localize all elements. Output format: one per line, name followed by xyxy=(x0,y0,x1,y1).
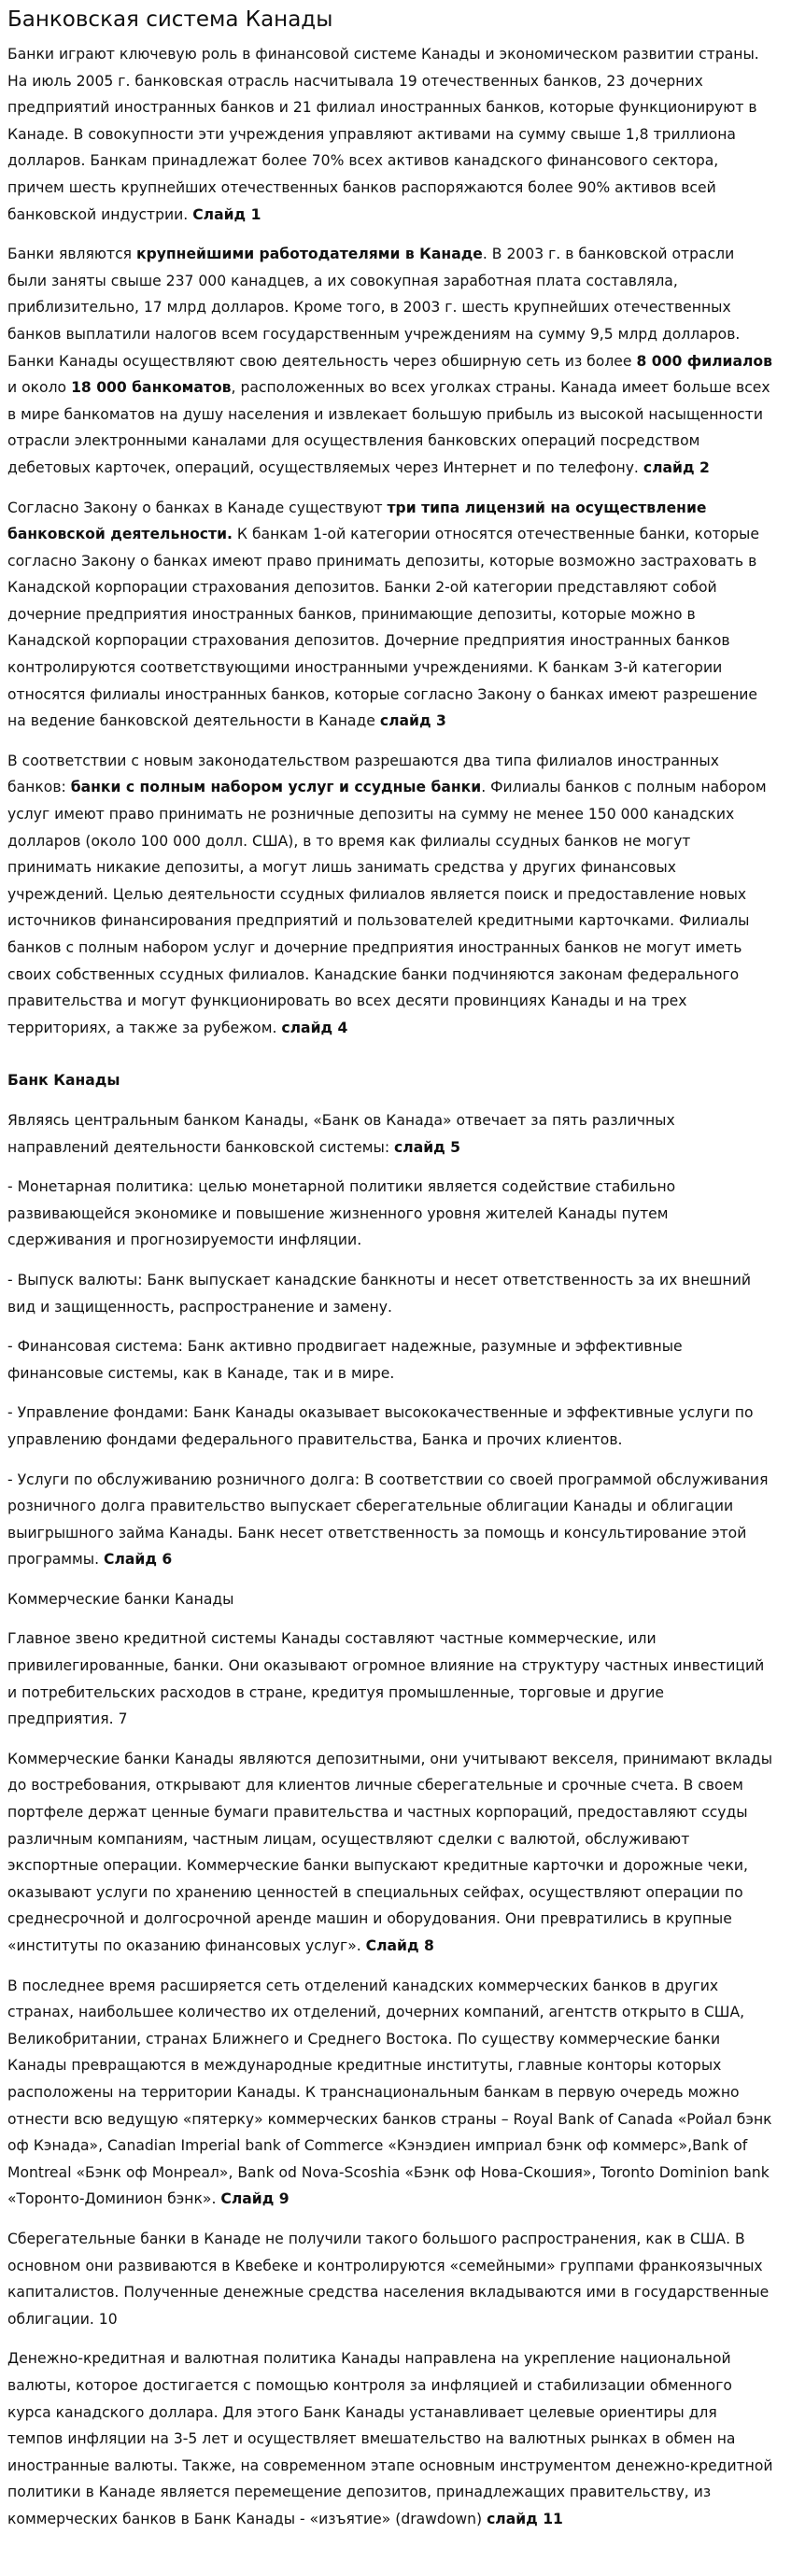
bold-text: три типа лицензий на осуществление банковской деятельности. xyxy=(7,499,707,543)
paragraph xyxy=(7,2226,774,2332)
text-run: , расположенных во всех уголках страны. Канада имеет больше всех в мире банкоматов на душу населения и извлекает большую прибыль из высокой насыщенности отрасли электронными каналами для осуществления банковских операций посредством дебетовых карточек, операций, осуществляемых через Интернет и по телефону. xyxy=(7,379,770,476)
text-run: Согласно Закону о банках в Канаде существуют xyxy=(7,499,388,516)
paragraph xyxy=(7,1174,774,1254)
text-run: В соответствии с новым законодательством разрешаются два типа филиалов иностранных банков: xyxy=(7,752,719,796)
paragraph xyxy=(7,1107,774,1161)
bold-text: слайд 3 xyxy=(379,712,446,730)
paragraph xyxy=(7,241,774,481)
text-run: Коммерческие банки Канады xyxy=(7,1590,234,1608)
text-run: Сберегательные банки в Канаде не получили такого большого распространения, как в США. В основном они развиваются в Квебеке и контролируются «семейными» группами франкоязычных капиталистов. Полученные денежные средства населения вкладываются ими в государственные облигации. 10 xyxy=(7,2230,770,2328)
intro-section xyxy=(7,41,774,1041)
bold-text: Слайд 9 xyxy=(220,2190,290,2208)
paragraph xyxy=(7,1333,774,1387)
bold-text: Слайд 8 xyxy=(365,1937,434,1954)
text-run: - Выпуск валюты: Банк выпускает канадские банкноты и несет ответственность за их внешний вид и защищенность, распространение и замену. xyxy=(7,1271,751,1316)
bold-text: слайд 2 xyxy=(643,458,710,476)
bank-of-canada-section xyxy=(7,1107,774,2533)
text-run: - Услуги по обслуживанию розничного долга: В соответствии со своей программой обслуживания розничного долга правительство выпускает сберегательные облигации Канады и облигации выигрышного займа Канады. Банк несет ответственность за помощь и консультирование этой программы. xyxy=(7,1471,769,1569)
text-run: Главное звено кредитной системы Канады составляют частные коммерческие, или привилегированные, банки. Они оказывают огромное влияние на структуру частных инвестиций и потребительских расходов в стране, кредитуя промышленные, торговые и другие предприятия. 7 xyxy=(7,1630,765,1728)
text-run: . Филиалы банков с полным набором услуг имеют право принимать не розничные депозиты на сумму не менее 150 000 канадских долларов (около 100 000 долл. США), в то время как филиалы ссудных банков не могут принимать никакие депозиты, а могут лишь занимать средства у других финансовых учреждений. Целью деятельности ссудных филиалов является поиск и предоставление новых источников финансирования предприятий и пользователей кредитными карточками. Филиалы банков с полным набором услуг и дочерние предприятия иностранных банков не могут иметь своих собственных ссудных филиалов. Канадские банки подчиняются законам федерального правительства и могут функционировать во всех десяти провинциях Канады и на трех территориях, а также за рубежом. xyxy=(7,779,767,1036)
bold-text: банки с полным набором услуг и ссудные банки xyxy=(70,779,482,796)
section-heading: Банк Канады xyxy=(7,1072,120,1090)
text-run: Банки являются xyxy=(7,246,136,263)
paragraph xyxy=(7,1467,774,1573)
text-run: и около xyxy=(7,379,72,397)
text-run: - Финансовая система: Банк активно продвигает надежные, разумные и эффективные финансовые системы, как в Канаде, так и в мире. xyxy=(7,1338,683,1382)
paragraph xyxy=(7,1973,774,2213)
text-run: Денежно-кредитная и валютная политика Канады направлена на укрепление национальной валюты, которое достигается с помощью контроля за инфляцией и стабилизации обменного курса канадского доллара. Для этого Банк Канады устанавливает целевые ориентиры для темпов инфляции на 3-5 лет и осуществляет вмешательство на валютных рынках в обмен на иностранные валюты. Также, на современном этапе основным инструментом денежно-кредитной политики в Канаде является перемещение депозитов, принадлежащих правительству, из коммерческих банков в Банк Канады - «изъятие» (drawdown) xyxy=(7,2350,773,2527)
paragraph xyxy=(7,748,774,1042)
paragraph xyxy=(7,1267,774,1320)
text-run: Коммерческие банки Канады являются депозитными, они учитывают векселя, принимают вклады до востребования, открывают для клиентов личные сберегательные и срочные счета. В своем портфеле держат ценные бумаги правительства и частных корпораций, предоставляют ссуды различным компаниям, частным лицам, осуществляют сделки с валютой, обслуживают экспортные операции. Коммерческие банки выпускают кредитные карточки и дорожные чеки, оказывают услуги по хранению ценностей в специальных сейфах, осуществляют операции по среднесрочной и долгосрочной аренде машин и оборудования. Они превратились в крупные «институты по оказанию финансовых услуг». xyxy=(7,1750,773,1954)
bold-text: Слайд 6 xyxy=(104,1551,173,1569)
paragraph xyxy=(7,1586,774,1613)
bold-text: слайд 11 xyxy=(487,2510,563,2527)
bold-text: Слайд 1 xyxy=(192,205,261,223)
bold-text: слайд 5 xyxy=(394,1138,461,1156)
text-run: - Монетарная политика: целью монетарной политики является содействие стабильно развивающейся экономике и повышение жизненного уровня жителей Канады путем сдерживания и прогнозируемости инфляции. xyxy=(7,1178,676,1249)
text-run: К банкам 1-ой категории относятся отечественные банки, которые согласно Закону о банках имеют право принимать депозиты, которые возможно застраховать в Канадской корпорации страхования депозитов. Банки 2-ой категории представляют собой дочерние предприятия иностранных банков, принимающие депозиты, которые можно в Канадской корпорации страхования депозитов. Дочерние предприятия иностранных банков контролируются соответствующими иностранными учреждениями. К банкам 3-й категории относятся филиалы иностранных банков, которые согласно Закону о банках имеют разрешение на ведение банковской деятельности в Канаде xyxy=(7,526,759,730)
paragraph xyxy=(7,1626,774,1732)
text-run: В последнее время расширяется сеть отделений канадских коммерческих банков в других странах, наибольшее количество их отделений, дочерних компаний, агентств открыто в США, Великобритании, странах Ближнего и Среднего Востока. По существу коммерческие банки Канады превращаются в международные кредитные институты, главные конторы которых расположены на территории Канады. К транснациональным банкам в первую очередь можно отнести всю ведущую «пятерку» коммерческих банков страны – Royal Bank of Canada «Ройал бэнк оф Кэнада», Canadian Imperial bank of Commerce «Кэнэдиен имприал бэнк оф коммерс»,Bank of Montreal «Бэнк оф Монреал», Bank od Nova-Scoshia «Бэнк оф Нова-Скошия», Toronto Dominion bank «Торонто-Доминион бэнк». xyxy=(7,1977,772,2208)
text-run: Являясь центральным банком Канады, «Банк ов Канада» отвечает за пять различных направлений деятельности банковской системы: xyxy=(7,1111,675,1156)
paragraph xyxy=(7,2345,774,2532)
bold-text: 8 000 филиалов xyxy=(636,352,772,370)
text-run: Банки играют ключевую роль в финансовой системе Канады и экономическом развитии страны. На июль 2005 г. банковская отрасль насчитывала 19 отечественных банков, 23 дочерних предприятий иностранных банков и 21 филиал иностранных банков, которые функционируют в Канаде. В совокупности эти учреждения управляют активами на сумму свыше 1,8 триллиона долларов. Банкам принадлежат более 70% всех активов канадского финансового сектора, причем шесть крупнейших отечественных банков распоряжаются более 90% активов всей банковской индустрии. xyxy=(7,46,759,223)
paragraph xyxy=(7,1746,774,1960)
bold-text: крупнейшими работодателями в Канаде xyxy=(136,246,483,263)
text-run: . В 2003 г. в банковской отрасли были заняты свыше 237 000 канадцев, а их совокупная заработная плата составляла, приблизительно, 17 млрд долларов. Кроме того, в 2003 г. шесть крупнейших отечественных банков выплатили налогов всем государственным учреждениям на сумму 9,5 млрд долларов. Банки Канады осуществляют свою деятельность через обширную сеть из более xyxy=(7,246,741,370)
paragraph xyxy=(7,1400,774,1453)
bold-text: слайд 4 xyxy=(281,1019,348,1036)
bold-text: 18 000 банкоматов xyxy=(71,379,232,397)
paragraph xyxy=(7,41,774,228)
page-title: Банковская система Канады xyxy=(7,7,333,32)
paragraph xyxy=(7,495,774,735)
text-run: - Управление фондами: Банк Канады оказывает высококачественные и эффективные услуги по управлению фондами федерального правительства, Банка и прочих клиентов. xyxy=(7,1404,754,1448)
